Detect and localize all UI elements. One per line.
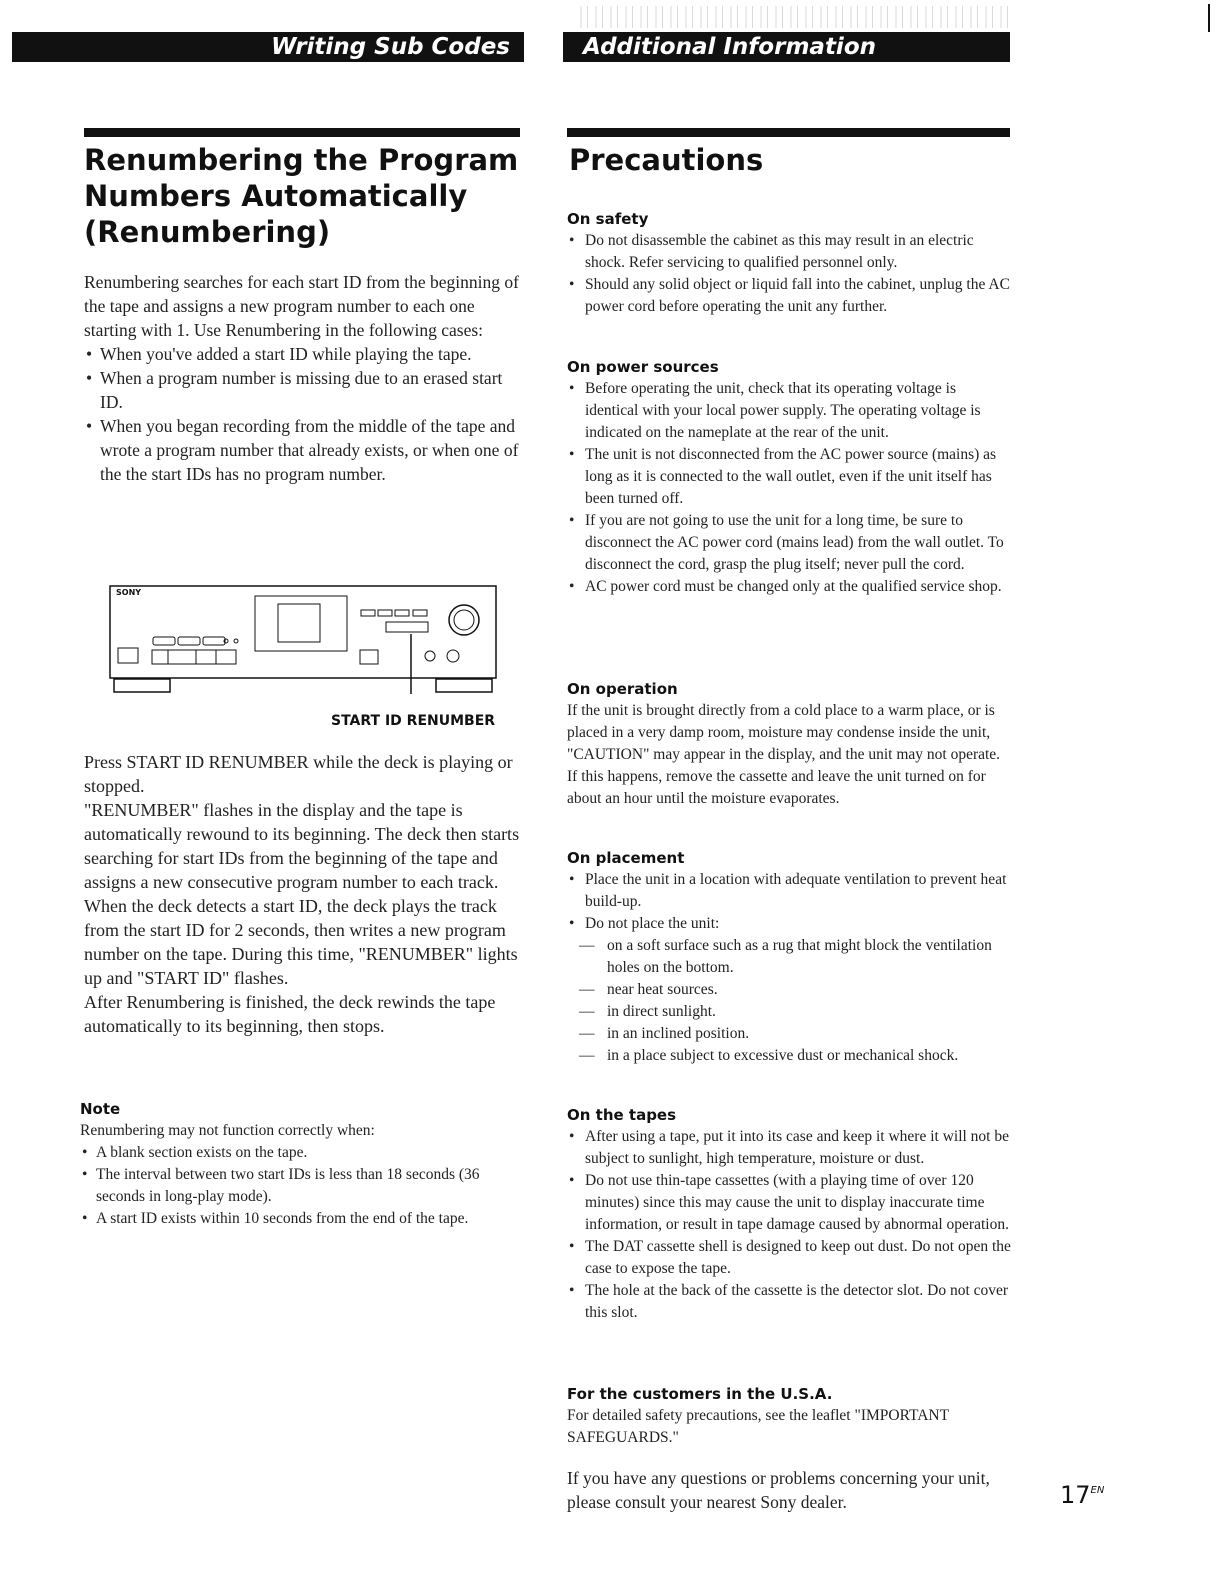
list-item: • When you've added a start ID while playing the tape.	[84, 342, 522, 366]
page-number	[1060, 1481, 1104, 1509]
operation-text: If the unit is brought directly from a cold place to a warm place, or is placed in a very damp room, moisture may condense inside the unit, "CAUTION" may appear in the display, and the unit may not operate. If this happens, remove the cassette and leave the unit turned on for about an hour until the moisture evaporates.	[567, 702, 1001, 807]
page-title-precautions: Precautions	[569, 143, 764, 177]
section-heading: On the tapes	[567, 1106, 677, 1124]
page-edge-mark	[1208, 4, 1210, 32]
list-item: • Do not use thin-tape cassettes (with a playing time of over 120 minutes) since this may cause the unit to display inaccurate time information, or result in tape damage caused by abnormal operation.	[567, 1170, 1012, 1236]
list-item: • The interval between two start IDs is less than 18 seconds (36 seconds in long-play mode).	[80, 1164, 520, 1208]
note-list	[80, 1142, 520, 1230]
list-item: • The hole at the back of the cassette is the detector slot. Do not cover this slot.	[567, 1280, 1012, 1324]
section-banner-additional-information: Additional Information	[563, 32, 1010, 62]
section-heading: On power sources	[567, 358, 719, 376]
note-intro: Renumbering may not function correctly when:	[80, 1122, 375, 1139]
safety-list	[567, 230, 1012, 318]
list-item: • A start ID exists within 10 seconds from the end of the tape.	[80, 1208, 520, 1230]
page-number-suffix: EN	[1090, 1485, 1105, 1496]
device-brand-logo: SONY	[116, 588, 142, 597]
section-banner-writing-sub-codes: Writing Sub Codes	[12, 32, 524, 62]
section-usa-customers	[567, 1383, 1012, 1449]
note-heading: Note	[80, 1100, 121, 1118]
section-on-placement	[567, 847, 1012, 1067]
list-item: • After using a tape, put it into its case and keep it where it will not be subject to sunlight, high temperature, moisture or dust.	[567, 1126, 1012, 1170]
list-item: • The unit is not disconnected from the AC power source (mains) as long as it is connected to the wall outlet, even if the unit itself has been turned off.	[567, 444, 1012, 510]
renumbering-intro-block	[84, 270, 522, 486]
list-item: — in a place subject to excessive dust or mechanical shock.	[567, 1045, 1012, 1067]
section-heading: On operation	[567, 680, 678, 698]
intro-paragraph: Renumbering searches for each start ID from the beginning of the tape and assigns a new program number to each one starting with 1. Use Renumbering in the following cases:	[84, 272, 519, 340]
dat-deck-illustration	[108, 584, 498, 694]
title-rule-left	[84, 128, 520, 137]
list-item: — in an inclined position.	[567, 1023, 1012, 1045]
page-number-value: 17	[1060, 1481, 1091, 1509]
section-heading: On placement	[567, 849, 685, 867]
procedure-block	[84, 750, 522, 1038]
list-item: — in direct sunlight.	[567, 1001, 1012, 1023]
list-item: • Do not place the unit:	[567, 913, 1012, 935]
section-on-safety	[567, 208, 1012, 318]
start-id-renumber-label: START ID RENUMBER	[331, 713, 496, 729]
placement-sub-list	[567, 935, 1012, 1067]
closing-text: If you have any questions or problems concerning your unit, please consult your nearest Sony dealer.	[567, 1468, 990, 1512]
cases-list	[84, 342, 522, 486]
title-line-2: Numbers Automatically	[84, 179, 468, 213]
list-item: — on a soft surface such as a rug that might block the ventilation holes on the bottom.	[567, 935, 1012, 979]
title-line-1: Renumbering the Program	[84, 143, 519, 177]
list-item: • When a program number is missing due to an erased start ID.	[84, 366, 522, 414]
usa-text: For detailed safety precautions, see the leaflet "IMPORTANT SAFEGUARDS."	[567, 1407, 949, 1446]
closing-block	[567, 1466, 1007, 1514]
list-item: • If you are not going to use the unit for a long time, be sure to disconnect the AC power cord (mains lead) from the wall outlet. To disconnect the cord, grasp the plug itself; never pull the cord.	[567, 510, 1012, 576]
list-item: • The DAT cassette shell is designed to keep out dust. Do not open the case to expose the tape.	[567, 1236, 1012, 1280]
list-item: • Do not disassemble the cabinet as this may result in an electric shock. Refer servicing to qualified personnel only.	[567, 230, 1012, 274]
section-heading: For the customers in the U.S.A.	[567, 1385, 833, 1403]
tapes-list	[567, 1126, 1012, 1324]
list-item: • AC power cord must be changed only at the qualified service shop.	[567, 576, 1012, 598]
title-line-3: (Renumbering)	[84, 215, 331, 249]
title-rule-right	[567, 128, 1010, 137]
section-on-the-tapes	[567, 1104, 1012, 1324]
list-item: • Should any solid object or liquid fall into the cabinet, unplug the AC power cord before operating the unit any further.	[567, 274, 1012, 318]
note-block	[80, 1098, 520, 1230]
list-item: • When you began recording from the middle of the tape and wrote a program number that already exists, or when one of the the start IDs has no program number.	[84, 414, 522, 486]
power-list	[567, 378, 1012, 598]
section-on-operation	[567, 678, 1012, 810]
page-title-renumbering	[84, 142, 524, 250]
list-item: • A blank section exists on the tape.	[80, 1142, 520, 1164]
procedure-step-2: "RENUMBER" flashes in the display and the tape is automatically rewound to its beginning. The deck then starts searching for start IDs from the beginning of the tape and assigns a new consecutive program number to each track. When the deck detects a start ID, the deck plays the track from the start ID for 2 seconds, then writes a new program number on the tape. During this time, "RENUMBER" lights up and "START ID" flashes.	[84, 800, 520, 988]
list-item: — near heat sources.	[567, 979, 1012, 1001]
procedure-step-3: After Renumbering is finished, the deck rewinds the tape automatically to its beginning, then stops.	[84, 992, 496, 1036]
list-item: • Before operating the unit, check that its operating voltage is identical with your local power supply. The operating voltage is indicated on the nameplate at the rear of the unit.	[567, 378, 1012, 444]
scan-noise	[580, 6, 1010, 28]
procedure-step-1: Press START ID RENUMBER while the deck is playing or stopped.	[84, 752, 513, 796]
placement-list	[567, 869, 1012, 935]
list-item: • Place the unit in a location with adequate ventilation to prevent heat build-up.	[567, 869, 1012, 913]
section-on-power-sources	[567, 356, 1012, 598]
section-heading: On safety	[567, 210, 649, 228]
